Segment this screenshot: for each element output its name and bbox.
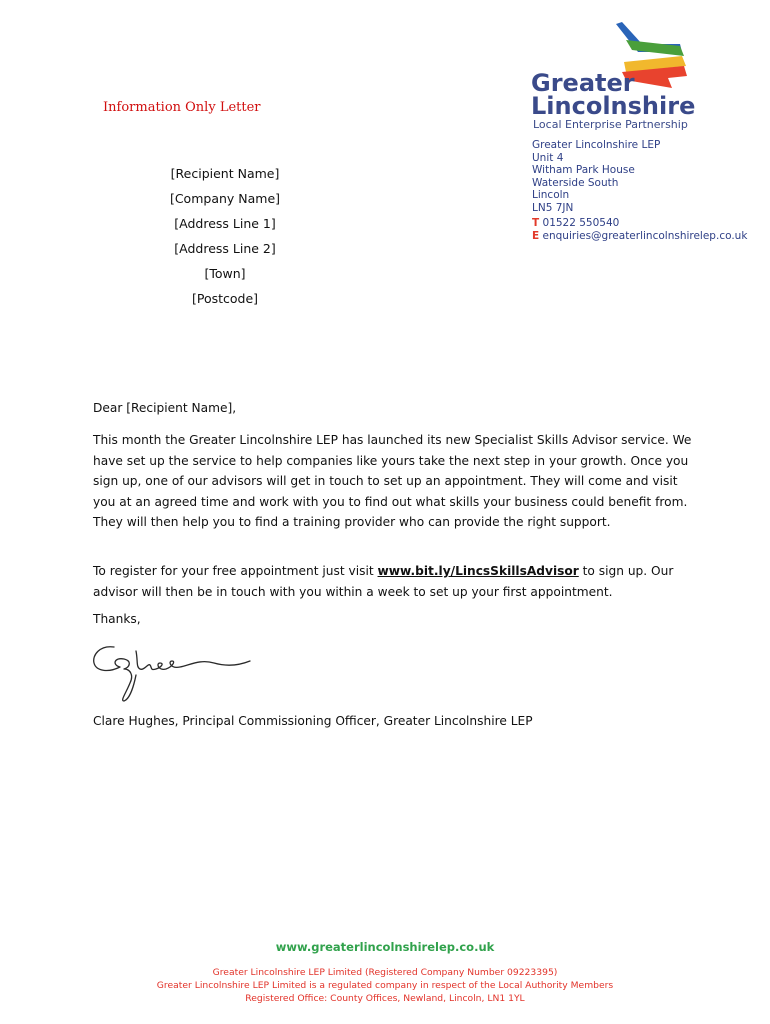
recipient-block: [150, 164, 300, 314]
logo-stripe-green: [626, 40, 684, 56]
sender-unit: Unit 4: [532, 151, 564, 164]
sender-phone-row: [532, 217, 747, 230]
paragraph-2-rest: to sign up. Our advisor will then be in touch with you within a week to set up your first appointment.: [93, 564, 674, 599]
sender-address: [532, 139, 660, 215]
logo-subtitle: Local Enterprise Partnership: [533, 118, 688, 131]
sender-city: Lincoln: [532, 189, 570, 202]
footer-website-link[interactable]: www.greaterlincolnshirelep.co.uk: [275, 940, 495, 954]
letter-paragraph-1: This month the Greater Lincolnshire LEP has launched its new Specialist Skills Advisor service. We have set up the service to help companies like yours take the next step in your growth. Once you sign up, one of our advisors will get in touch to set up an appointment. They will come and visit you at an agreed time and work with you to find out what skills your business could benefit from. They will then help you to find a training provider who can provide the right support.: [93, 433, 692, 530]
register-link[interactable]: www.bit.ly/LincsSkillsAdvisor: [377, 564, 579, 578]
sender-contact: [532, 217, 747, 242]
recipient-town: [Town]: [204, 266, 246, 281]
recipient-address-2: [Address Line 2]: [174, 241, 276, 256]
paragraph-2-intro: To register for your free appointment just visit: [93, 564, 378, 578]
letter-paragraph-2: [93, 561, 693, 602]
information-only-label: Information Only Letter: [103, 100, 261, 115]
letter-greeting: Dear [Recipient Name],: [93, 401, 237, 415]
footer-legal: [0, 966, 770, 1005]
handwritten-signature: [90, 637, 260, 707]
recipient-name: [Recipient Name]: [170, 166, 280, 181]
email-label: E: [532, 229, 540, 242]
sender-street: Waterside South: [532, 176, 619, 189]
logo-wordmark-lincolnshire: Lincolnshire: [531, 92, 696, 120]
sender-org: Greater Lincolnshire LEP: [532, 139, 661, 151]
recipient-postcode: [Postcode]: [191, 291, 259, 306]
footer-line-1: Greater Lincolnshire LEP Limited (Registered Company Number 09223395): [212, 967, 558, 978]
recipient-company: [Company Name]: [169, 191, 281, 206]
sender-building: Witham Park House: [532, 164, 635, 177]
sender-phone: 01522 550540: [542, 217, 620, 229]
phone-label: T: [532, 217, 540, 229]
sender-email: enquiries@greaterlincolnshirelep.co.uk: [542, 229, 748, 242]
signatory-name: Clare Hughes, Principal Commissioning Officer, Greater Lincolnshire LEP: [93, 714, 533, 728]
letter-closing: Thanks,: [93, 612, 141, 626]
footer-line-2: Greater Lincolnshire LEP Limited is a regulated company in respect of the Local Authority Members: [156, 980, 614, 991]
sender-postcode: LN5 7JN: [532, 201, 574, 214]
recipient-address-1: [Address Line 1]: [174, 216, 276, 231]
footer-line-3: Registered Office: County Offices, Newland, Lincoln, LN1 1YL: [245, 993, 525, 1004]
logo-wordmark-greater: Greater: [531, 69, 635, 97]
sender-email-row: [532, 230, 747, 243]
